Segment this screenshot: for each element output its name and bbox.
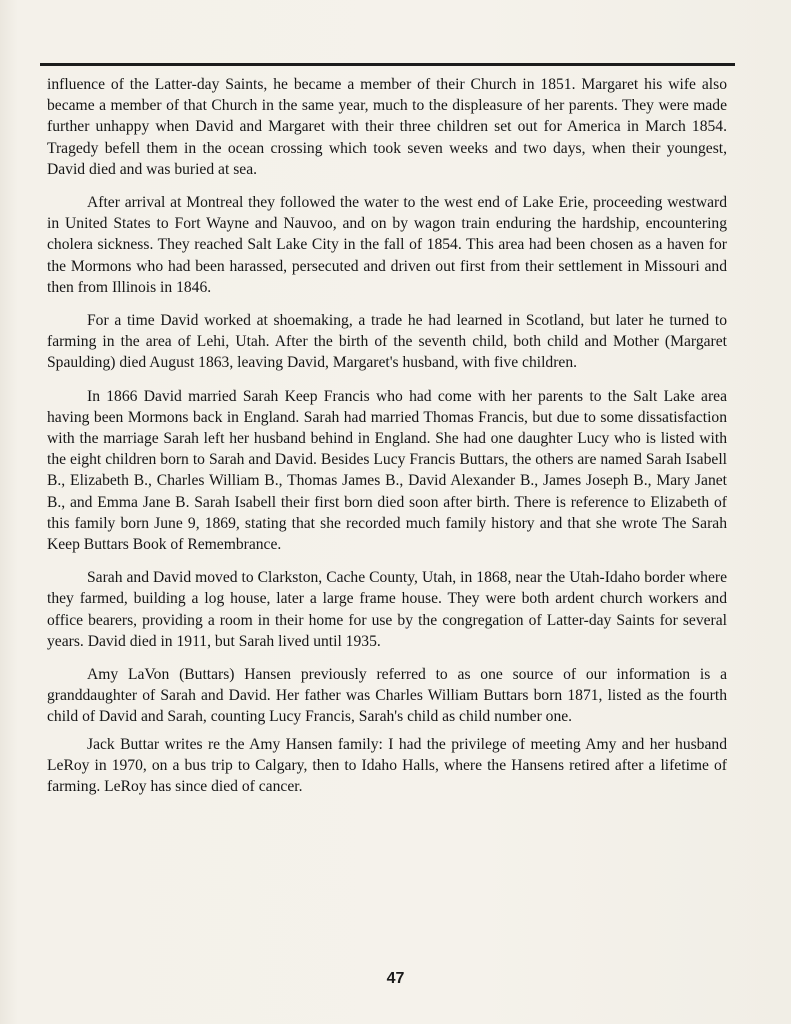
paragraph-4: In 1866 David married Sarah Keep Francis who had come with her parents to the Salt Lake area having been Mormons back in England. Sarah had married Thomas Francis, but due to some dissatisfaction with the marriage Sarah left her husband behind in England. She had one daughter Lucy who is listed with the eight children born to Sarah and David. Besides Lucy Francis Buttars, the others are named Sarah Isabell B., Elizabeth B., Charles William B., Thomas James B., David Alexander B., James Joseph B., Mary Janet B., and Emma Jane B. Sarah Isabell their first born died soon after birth. There is reference to Elizabeth of this family born June 9, 1869, stating that she recorded much family history and that she wrote The Sarah Keep Buttars Book of Remembrance. <box>47 387 727 554</box>
page-number: 47 <box>386 970 405 987</box>
paragraph-1: influence of the Latter-day Saints, he became a member of their Church in 1851. Margaret his wife also became a member of that Church in the same year, much to the displeasure of her parents. They were made further unhappy when David and Margaret with their three children set out for America in March 1854. Tragedy befell them in the ocean crossing which took seven weeks and two days, when their youngest, David died and was buried at sea. <box>47 76 727 178</box>
paragraph-7: Jack Buttar writes re the Amy Hansen family: I had the privilege of meeting Amy and her husband LeRoy in 1970, on a bus trip to Calgary, then to Idaho Halls, where the Hansens retired after a lifetime of farming. LeRoy has since died of cancer. <box>47 735 727 796</box>
paragraph-5: Sarah and David moved to Clarkston, Cache County, Utah, in 1868, near the Utah-Idaho border where they farmed, building a log house, later a large frame house. They were both ardent church workers and office bearers, providing a room in their home for use by the congregation of Latter-day Saints for several years. David died in 1911, but Sarah lived until 1935. <box>47 569 727 650</box>
body-text <box>47 74 727 809</box>
header-rule <box>40 63 735 66</box>
paragraph-2: After arrival at Montreal they followed the water to the west end of Lake Erie, proceeding westward in United States to Fort Wayne and Nauvoo, and on by wagon train enduring the hardship, encountering cholera sickness. They reached Salt Lake City in the fall of 1854. This area had been chosen as a haven for the Mormons who had been harassed, persecuted and driven out first from their settlement in Missouri and then from Illinois in 1846. <box>47 194 727 296</box>
paragraph-6: Amy LaVon (Buttars) Hansen previously referred to as one source of our information is a granddaughter of Sarah and David. Her father was Charles William Buttars born 1871, listed as the fourth child of David and Sarah, counting Lucy Francis, Sarah's child as child number one. <box>47 666 727 726</box>
paragraph-3: For a time David worked at shoemaking, a trade he had learned in Scotland, but later he turned to farming in the area of Lehi, Utah. After the birth of the seventh child, both child and Mother (Margaret Spaulding) died August 1863, leaving David, Margaret's husband, with five children. <box>47 312 727 372</box>
